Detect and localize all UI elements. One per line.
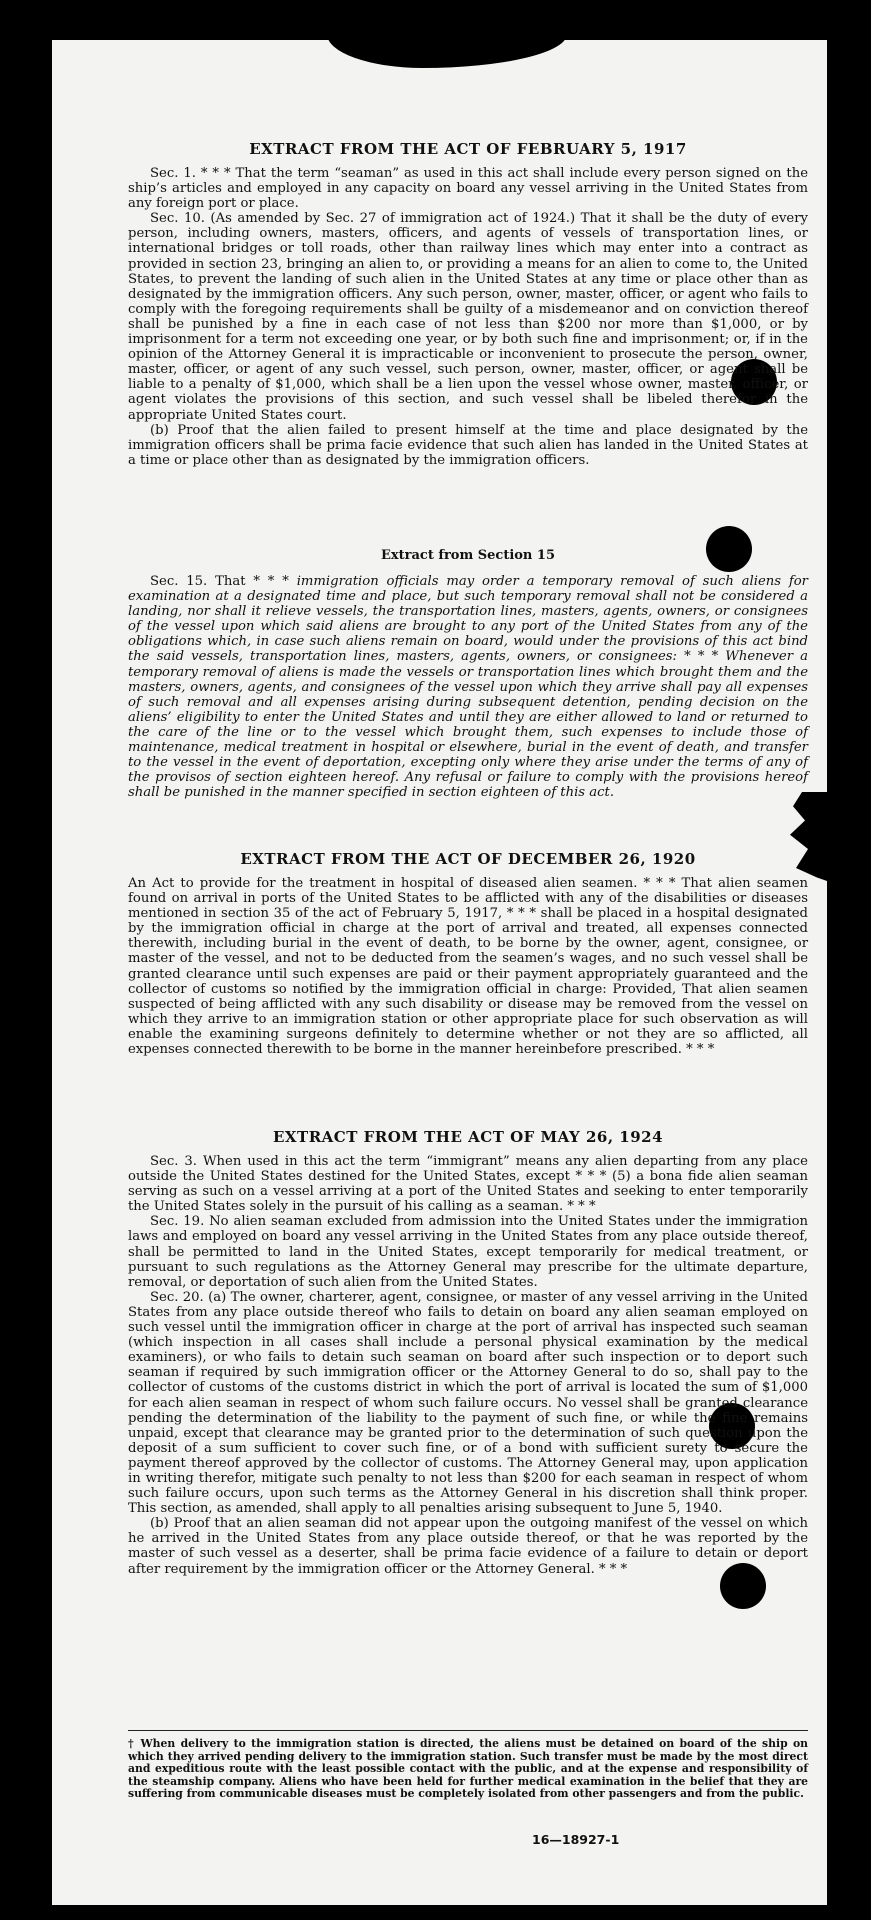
- paragraph: Sec. 3. When used in this act the term “immigrant” means any alien departing from any place outside the United States destined for the United States, except * * * (5) a bona fide alien seaman serving as such on a vessel arriving at a port of the United States and seeking to enter temporarily the United States solely in the pursuit of his calling as a seaman. * * *: [128, 1154, 808, 1215]
- paragraph: Sec. 20. (a) The owner, charterer, agent, consignee, or master of any vessel arriving in the United States from any place outside thereof who fails to detain on board any alien seaman employed on such vessel until the immigration officer in charge at the port of arrival has inspected such seaman (which inspection in all cases shall include a personal physical examination by the medical examiners), or who fails to detain such seaman on board after such inspection or to deport such seaman if required by such immigration officer or the Attorney General to do so, shall pay to the collector of customs of the customs district in which the port of arrival is located the sum of $1,000 for each alien seaman in respect of whom such failure occurs. No vessel shall be granted clearance pending the determination of the liability to the payment of such fine, or while the fine remains unpaid, except that clearance may be granted prior to the determination of such question upon the deposit of a sum sufficient to cover such fine, or of a bond with sufficient surety to secure the payment thereof approved by the collector of customs. The Attorney General may, upon application in writing therefor, mitigate such penalty to not less than $200 for each seaman in respect of whom such failure occurs, upon such terms as the Attorney General in his discretion shall think proper. This section, as amended, shall apply to all penalties arising subsequent to June 5, 1940.: [128, 1289, 808, 1517]
- heading-section-15: Extract from Section 15: [380, 548, 556, 563]
- paragraph: Sec. 1. * * * That the term “seaman” as used in this act shall include every person signed on the ship’s articles and employed in any capacity on board any vessel arriving in the United States from any foreign port or place.: [128, 166, 808, 212]
- paragraph: Sec. 19. No alien seaman excluded from admission into the United States under the immigration laws and employed on board any vessel arriving in the United States from any place outside thereof, shall be permitted to land in the United States, except temporarily for medical treatment, or pursuant to such regulations as the Attorney General may prescribe for the ultimate departure, removal, or deportation of such alien from the United States.: [128, 1214, 808, 1290]
- footnote: † When delivery to the immigration station is directed, the aliens must be detained on board of the ship on which they arrived pending delivery to the immigration station. Such transfer must be made by the most direct and expeditious route with the least possible contact with the public, and at the expense and responsibility of the steamship company. Aliens who have been held for further medical examination in the belief that they are suffering from communicable diseases must be completely isolated from other passengers and from the public.: [128, 1737, 808, 1801]
- paragraph: (b) Proof that an alien seaman did not appear upon the outgoing manifest of the vessel on which he arrived in the United States from any place outside thereof, or that he was reported by the master of such vessel as a deserter, shall be prima facie evidence of a failure to detain or deport after requirement by the immigration officer or the Attorney General. * * *: [128, 1516, 808, 1577]
- section-act-1917: [128, 166, 808, 468]
- torn-edge-right: [784, 792, 844, 887]
- section-15-italic-text: immigration officials may order a temporary removal of such aliens for examination at a designated time and place, but such temporary removal shall not be considered a landing, nor shall it relieve vessels, the transportation lines, masters, agents, owners, or consignees of the vessel upon which said aliens are brought to any port of the United States from any of the obligations which, in case such aliens remain on board, would under the provisions of this act bind the said vessels, transportation lines, masters, agents, owners, or consignees: * * * Whenever a temporary removal of aliens is made the vessels or transportation lines which brought them and the masters, owners, agents, and consignees of the vessel upon which they arrive shall pay all expenses of such removal and all expenses arising during subsequent detention, pending decision on the aliens’ eligibility to enter the United States and until they are either allowed to land or returned to the care of the line or to the vessel which brought them, such expenses to include those of maintenance, medical treatment in hospital or elsewhere, burial in the event of death, and transfer to the vessel in the event of deportation, excepting only where they arise under the terms of any of the provisos of section eighteen hereof. Any refusal or failure to comply with the provisions hereof shall be punished in the manner specified in section eighteen of this act.: [128, 574, 808, 801]
- heading-act-1917: EXTRACT FROM THE ACT OF FEBRUARY 5, 1917: [249, 140, 687, 158]
- paragraph: [128, 574, 808, 800]
- section-act-1924: [128, 1154, 808, 1577]
- footnote-divider: [128, 1730, 808, 1731]
- form-number: 16—18927-1: [532, 1832, 620, 1847]
- paragraph: An Act to provide for the treatment in hospital of diseased alien seamen. * * * That alien seamen found on arrival in ports of the United States to be afflicted with any of the disabilities or diseases mentioned in section 35 of the act of February 5, 1917, * * * shall be placed in a hospital designated by the immigration official in charge at the port of arrival and treated, all expenses connected therewith, including burial in the event of death, to be borne by the owner, agent, consignee, or master of the vessel, and not to be deducted from the seamen’s wages, and no such vessel shall be granted clearance until such expenses are paid or their payment appropriately guaranteed and the collector of customs so notified by the immigration official in charge: Provided, That alien seamen suspected of being afflicted with any such disability or disease may be removed from the vessel on which they arrive to an immigration station or other appropriate place for such observation as will enable the examining surgeons definitely to determine whether or not they are so afflicted, all expenses connected therewith to be borne in the manner hereinbefore prescribed. * * *: [128, 876, 808, 1058]
- section-15-lead: Sec. 15. That * * *: [150, 574, 289, 589]
- section-15: [128, 574, 808, 800]
- heading-act-1920: EXTRACT FROM THE ACT OF DECEMBER 26, 1920: [240, 850, 696, 868]
- document-page: [52, 40, 827, 1905]
- paragraph: Sec. 10. (As amended by Sec. 27 of immigration act of 1924.) That it shall be the duty of every person, including owners, masters, officers, and agents of vessels of transportation lines, or international bridges or toll roads, other than railway lines which may enter into a contract as provided in section 23, bringing an alien to, or providing a means for an alien to come to, the United States, to prevent the landing of such alien in the United States at any time or place other than as designated by the immigration officers. Any such person, owner, master, officer, or agent who fails to comply with the foregoing requirements shall be guilty of a misdemeanor and on conviction thereof shall be punished by a fine in each case of not less than $200 nor more than $1,000, or by imprisonment for a term not exceeding one year, or by both such fine and imprisonment; or, if in the opinion of the Attorney General it is impracticable or inconvenient to prosecute the person, owner, master, officer, or agent of any such vessel, such person, owner, master, officer, or agent shall be liable to a penalty of $1,000, which shall be a lien upon the vessel whose owner, master, officer, or agent violates the provisions of this section, and such vessel shall be libeled therefor in the appropriate United States court.: [128, 211, 808, 423]
- torn-edge-top: [327, 34, 567, 68]
- heading-act-1924: EXTRACT FROM THE ACT OF MAY 26, 1924: [272, 1128, 664, 1146]
- paragraph: (b) Proof that the alien failed to present himself at the time and place designated by the immigration officers shall be prima facie evidence that such alien has landed in the United States at a time or place other than as designated by the immigration officers.: [128, 422, 808, 468]
- section-act-1920: [128, 876, 808, 1057]
